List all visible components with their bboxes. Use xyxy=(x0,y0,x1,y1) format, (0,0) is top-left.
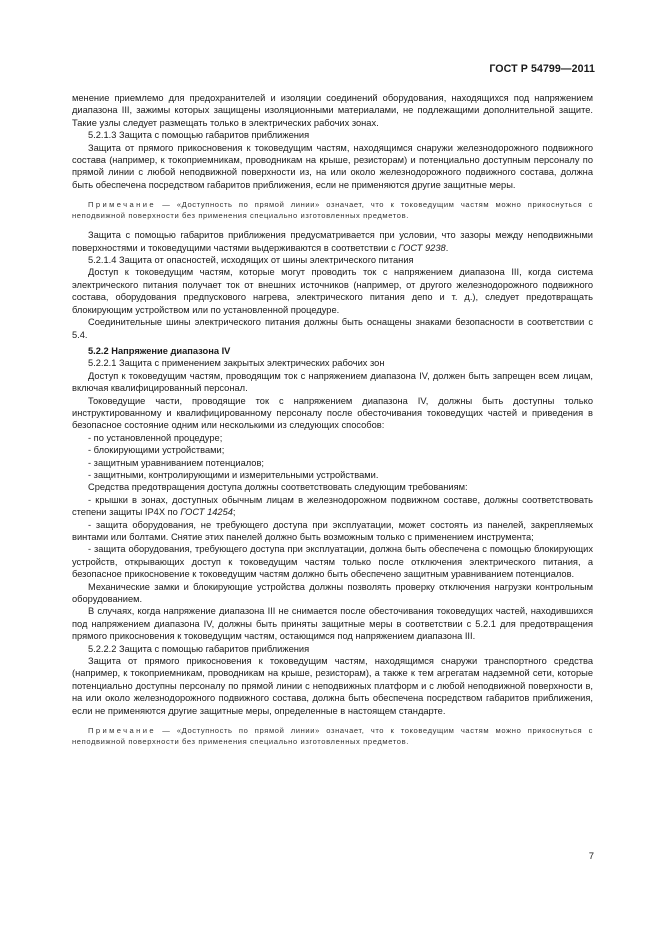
paragraph-text: ; xyxy=(232,507,236,518)
note-label: Примечание xyxy=(88,200,156,210)
standard-reference: ГОСТ 14254 xyxy=(180,507,233,518)
method-list xyxy=(72,432,593,482)
paragraph: менение приемлемо для предохранителей и изоляции соединений оборудования, находящихся под напряжением диапазона III, зажимы которых защищены изоляционными материалами, не подлежащими дополнительной защите. Такие узлы следует размещать только в электрических рабочих зонах. xyxy=(72,93,593,128)
note-text: — «Доступность по прямой линии» означает, что к токоведущим частям можно прикоснуться с неподвижной поверхности без применения специально изготовленных предметов. xyxy=(72,200,593,221)
clause-heading-5-2-1-3: 5.2.1.3 Защита с помощью габаритов приближения xyxy=(88,130,310,141)
standard-reference: ГОСТ 9238 xyxy=(398,242,446,253)
document-code: ГОСТ Р 54799—2011 xyxy=(489,63,595,75)
list-item: - защитными, контролирующими и измерительными устройствами. xyxy=(88,469,379,480)
paragraph: Механические замки и блокирующие устройства должны позволять проверку отключения нагрузки контрольным оборудованием. xyxy=(72,581,593,605)
clause-heading-5-2-1-4: 5.2.1.4 Защита от опасностей, исходящих от шины электрического питания xyxy=(88,255,414,266)
list-item: - по установленной процедуре; xyxy=(88,432,223,443)
paragraph: Защита от прямого прикосновения к токоведущим частям, находящимся снаружи железнодорожного подвижного состава (например, к токоприемникам, проводникам на крыше, резисторам) и потенциально доступным персоналу по прямой линии с любой неподвижной поверхности из, на или около железнодорожного подвижного состава, должна быть обеспечена посредством габаритов приближения, если не применяются другие защитные меры. xyxy=(72,142,593,190)
paragraph: Доступ к токоведущим частям, проводящим ток с напряжением диапазона IV, должен быть запрещен всем лицам, включая квалифицированный персонал. xyxy=(72,370,593,394)
paragraph: В случаях, когда напряжение диапазона III не снимается после обесточивания токоведущих частей, находившихся под напряжением диапазона IV, должны быть приняты защитные меры в соответствии с 5.2.1 для предотвращения прямого прикосновения к токоведущим частям, остающимся под напряжением диапазона III. xyxy=(72,606,593,642)
note-1 xyxy=(72,199,593,221)
paragraph-text: Защита с помощью габаритов приближения предусматривается при условии, что зазоры между неподвижными поверхностями и токоведущими частями выдерживаются в соответствии с xyxy=(72,230,593,253)
note-label: Примечание xyxy=(88,726,156,736)
page-number: 7 xyxy=(588,851,594,862)
note-text: — «Доступность по прямой линии» означает, что к токоведущим частям можно прикоснуться с неподвижной поверхности без применения специально изготовленных предметов. xyxy=(72,726,593,747)
list-item: - защитным уравниванием потенциалов; xyxy=(88,457,265,468)
page-body xyxy=(72,92,593,755)
paragraph: - защита оборудования, не требующего доступа при эксплуатации, может состоять из панелей, закрепляемых винтами или болтами. Снятие этих панелей должно быть возможным только с применением инструмента; xyxy=(72,519,593,542)
paragraph xyxy=(72,229,593,254)
list-item: - блокирующими устройствами; xyxy=(88,445,225,456)
paragraph xyxy=(72,494,593,519)
note-2 xyxy=(72,725,593,747)
section-heading-5-2-2: 5.2.2 Напряжение диапазона IV xyxy=(88,345,231,356)
paragraph-text: - крышки в зонах, доступных обычным лицам в железнодорожном подвижном составе, должны соответствовать степени защиты IP4X по xyxy=(72,494,593,518)
paragraph: Токоведущие части, проводящие ток с напряжением диапазона IV, должны быть доступны только инструктированному и квалифицированному персоналу после обесточивания токоведущих частей и приведения в безопасное состояние одним или несколькими из следующих способов: xyxy=(72,395,593,431)
clause-heading-5-2-2-2: 5.2.2.2 Защита с помощью габаритов приближения xyxy=(88,643,310,654)
paragraph-text: . xyxy=(445,242,449,253)
paragraph: Средства предотвращения доступа должны соответствовать следующим требованиям: xyxy=(88,482,468,493)
paragraph: Соединительные шины электрического питания должны быть оснащены знаками безопасности в соответствии с 5.4. xyxy=(72,317,593,340)
clause-heading-5-2-2-1: 5.2.2.1 Защита с применением закрытых электрических рабочих зон xyxy=(88,358,385,369)
paragraph: Защита от прямого прикосновения к токоведущим частям, находящимся снаружи транспортного средства (например, к токоприемникам, проводникам на крыше, резисторам), а также к тем агрегатам надземной сети, которые потенциально доступны персоналу по прямой линии с неподвижных платформ и с любой неподвижной поверхности в, на или около железнодорожного подвижного состава, должна быть обеспечена посредством габаритов приближения, если не применяются другие защитные меры, определенные в настоящем стандарте. xyxy=(72,656,593,716)
paragraph: Доступ к токоведущим частям, которые могут проводить ток с напряжением диапазона III, когда система электрического питания получает ток от внешних источников (например, от другого железнодорожного подвижного состава, оборудования предпускового нагрева, электрического питания депо и т. д.), следует предотвращать блокирующим устройством или по установленной процедуре. xyxy=(72,267,593,315)
paragraph: - защита оборудования, требующего доступа при эксплуатации, должна быть обеспечена с помощью блокирующих устройств, открывающих доступ к токоведущим частям только после отключения электрического питания, а безопасное прикосновение к токоведущим частям должно быть обеспечено защитным уравниванием потенциалов. xyxy=(72,544,593,580)
